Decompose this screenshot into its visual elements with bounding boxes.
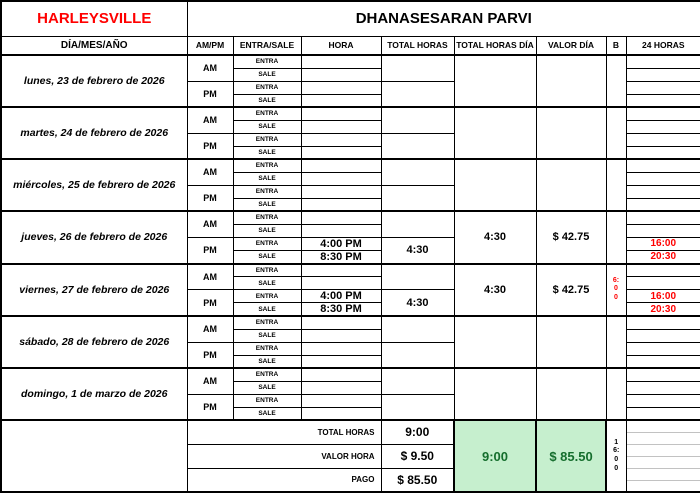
h24-cell: [626, 355, 700, 368]
sale-label: SALE: [233, 381, 301, 394]
sale-label: SALE: [233, 68, 301, 81]
hora-pm-sale-cell: [301, 407, 381, 420]
sale-label: SALE: [233, 172, 301, 185]
summary-total-horas-dia-cell: 9:00: [454, 420, 536, 492]
h24-cell: 20:30: [626, 303, 700, 317]
date-cell: viernes, 27 de febrero de 2026: [1, 264, 187, 317]
date-cell: domingo, 1 de marzo de 2026: [1, 368, 187, 420]
col-header-b: B: [606, 36, 626, 55]
total-horas-pm-cell: [381, 342, 454, 368]
sale-label: SALE: [233, 120, 301, 133]
hora-pm-entra-cell: [301, 81, 381, 94]
date-cell: miércoles, 25 de febrero de 2026: [1, 159, 187, 211]
entra-label: ENTRA: [233, 81, 301, 94]
valor-dia-cell: [536, 107, 606, 159]
b-cell: [606, 211, 626, 264]
total-horas-dia-cell: [454, 159, 536, 211]
date-cell: lunes, 23 de febrero de 2026: [1, 55, 187, 107]
total-horas-dia-cell: 4:30: [454, 264, 536, 317]
hora-am-sale-cell: [301, 381, 381, 394]
entra-label: ENTRA: [233, 159, 301, 172]
am-label: AM: [187, 211, 233, 237]
summary-label-valor-hora: VALOR HORA: [187, 444, 381, 468]
b-cell: [606, 368, 626, 420]
h24-cell: [626, 407, 700, 420]
pm-label: PM: [187, 394, 233, 420]
col-header-24-horas: 24 HORAS: [626, 36, 700, 55]
h24-cell: [626, 172, 700, 185]
h24-cell: [626, 277, 700, 290]
hora-am-entra-cell: [301, 159, 381, 172]
hora-pm-entra-cell: [301, 133, 381, 146]
col-header-total-horas-dia: TOTAL HORAS DÍA: [454, 36, 536, 55]
hora-am-sale-cell: [301, 68, 381, 81]
total-horas-am-cell: [381, 211, 454, 237]
am-label: AM: [187, 368, 233, 394]
total-horas-dia-cell: 4:30: [454, 211, 536, 264]
h24-cell: [626, 316, 700, 329]
h24-cell: [626, 198, 700, 211]
date-cell: sábado, 28 de febrero de 2026: [1, 316, 187, 368]
entra-label: ENTRA: [233, 342, 301, 355]
entra-label: ENTRA: [233, 290, 301, 303]
total-horas-pm-cell: [381, 81, 454, 107]
total-horas-dia-cell: [454, 368, 536, 420]
hora-am-sale-cell: [301, 172, 381, 185]
sale-label: SALE: [233, 198, 301, 211]
col-header-hora: HORA: [301, 36, 381, 55]
valor-dia-cell: [536, 316, 606, 368]
hora-pm-sale-cell: [301, 146, 381, 159]
hora-am-sale-cell: [301, 120, 381, 133]
hora-pm-sale-cell: [301, 198, 381, 211]
hora-pm-sale-cell: 8:30 PM: [301, 303, 381, 317]
h24-cell: 20:30: [626, 250, 700, 264]
pm-label: PM: [187, 185, 233, 211]
entra-label: ENTRA: [233, 237, 301, 250]
hora-pm-sale-cell: [301, 94, 381, 107]
total-horas-pm-cell: 4:30: [381, 290, 454, 317]
total-horas-am-cell: [381, 316, 454, 342]
valor-dia-cell: $ 42.75: [536, 211, 606, 264]
sale-label: SALE: [233, 94, 301, 107]
h24-cell: [626, 342, 700, 355]
total-horas-pm-cell: [381, 133, 454, 159]
summary-b-value: 16:00: [613, 438, 620, 472]
summary-b-cell: [606, 420, 626, 492]
h24-cell: [626, 133, 700, 146]
valor-dia-cell: [536, 55, 606, 107]
sale-label: SALE: [233, 329, 301, 342]
pm-label: PM: [187, 81, 233, 107]
h24-cell: [626, 68, 700, 81]
am-label: AM: [187, 107, 233, 133]
h24-gridlines-area: [626, 420, 700, 492]
hora-pm-entra-cell: [301, 342, 381, 355]
b-cell: [606, 55, 626, 107]
entra-label: ENTRA: [233, 107, 301, 120]
hora-pm-entra-cell: [301, 394, 381, 407]
hora-am-entra-cell: [301, 55, 381, 68]
h24-cell: [626, 394, 700, 407]
h24-cell: [626, 211, 700, 224]
h24-cell: [626, 224, 700, 237]
valor-dia-cell: $ 42.75: [536, 264, 606, 317]
entra-label: ENTRA: [233, 133, 301, 146]
summary-valor-hora-value: $ 9.50: [381, 444, 454, 468]
total-horas-dia-cell: [454, 316, 536, 368]
employee-name: DHANASESARAN PARVI: [187, 1, 700, 36]
valor-dia-cell: [536, 159, 606, 211]
b-cell: [606, 264, 626, 317]
am-label: AM: [187, 55, 233, 81]
summary-label-pago: PAGO: [187, 468, 381, 492]
pm-label: PM: [187, 342, 233, 368]
hora-am-entra-cell: [301, 316, 381, 329]
summary-valor-dia-cell: $ 85.50: [536, 420, 606, 492]
total-horas-pm-cell: [381, 185, 454, 211]
total-horas-pm-cell: [381, 394, 454, 420]
col-header-total-horas: TOTAL HORAS: [381, 36, 454, 55]
am-label: AM: [187, 316, 233, 342]
sale-label: SALE: [233, 355, 301, 368]
entra-label: ENTRA: [233, 264, 301, 277]
date-cell: martes, 24 de febrero de 2026: [1, 107, 187, 159]
col-header-entrasale: ENTRA/SALE: [233, 36, 301, 55]
h24-cell: [626, 159, 700, 172]
hora-am-sale-cell: [301, 224, 381, 237]
hora-am-entra-cell: [301, 264, 381, 277]
total-horas-pm-cell: 4:30: [381, 237, 454, 264]
b-cell: [606, 316, 626, 368]
sale-label: SALE: [233, 224, 301, 237]
h24-cell: [626, 185, 700, 198]
col-header-ampm: AM/PM: [187, 36, 233, 55]
h24-cell: [626, 120, 700, 133]
am-label: AM: [187, 264, 233, 290]
entra-label: ENTRA: [233, 394, 301, 407]
hora-am-sale-cell: [301, 277, 381, 290]
col-header-dia: DÍA/MES/AÑO: [1, 36, 187, 55]
entra-label: ENTRA: [233, 316, 301, 329]
date-cell: jueves, 26 de febrero de 2026: [1, 211, 187, 264]
total-horas-am-cell: [381, 264, 454, 290]
total-horas-am-cell: [381, 107, 454, 133]
h24-cell: [626, 368, 700, 381]
company-title: HARLEYSVILLE: [1, 1, 187, 36]
sale-label: SALE: [233, 277, 301, 290]
pm-label: PM: [187, 237, 233, 264]
h24-cell: 16:00: [626, 237, 700, 250]
hora-am-entra-cell: [301, 368, 381, 381]
h24-cell: [626, 381, 700, 394]
sale-label: SALE: [233, 146, 301, 159]
hora-pm-sale-cell: 8:30 PM: [301, 250, 381, 264]
hora-pm-sale-cell: [301, 355, 381, 368]
pm-label: PM: [187, 133, 233, 159]
hora-am-sale-cell: [301, 329, 381, 342]
total-horas-am-cell: [381, 159, 454, 185]
summary-total-horas-value: 9:00: [381, 420, 454, 444]
sale-label: SALE: [233, 303, 301, 317]
h24-cell: [626, 264, 700, 277]
hora-pm-entra-cell: 4:00 PM: [301, 237, 381, 250]
summary-label-total-horas: TOTAL HORAS: [187, 420, 381, 444]
total-horas-dia-cell: [454, 55, 536, 107]
entra-label: ENTRA: [233, 185, 301, 198]
total-horas-am-cell: [381, 368, 454, 394]
empty-area: [1, 420, 187, 492]
h24-cell: 16:00: [626, 290, 700, 303]
total-horas-am-cell: [381, 55, 454, 81]
valor-dia-cell: [536, 368, 606, 420]
b-value: 6:00: [612, 276, 620, 302]
sale-label: SALE: [233, 407, 301, 420]
entra-label: ENTRA: [233, 368, 301, 381]
h24-cell: [626, 81, 700, 94]
h24-cell: [626, 94, 700, 107]
summary-pago-value: $ 85.50: [381, 468, 454, 492]
col-header-valor-dia: VALOR DÍA: [536, 36, 606, 55]
pm-label: PM: [187, 290, 233, 317]
total-horas-dia-cell: [454, 107, 536, 159]
sale-label: SALE: [233, 250, 301, 264]
h24-cell: [626, 329, 700, 342]
h24-cell: [626, 107, 700, 120]
hora-pm-entra-cell: 4:00 PM: [301, 290, 381, 303]
hora-am-entra-cell: [301, 211, 381, 224]
b-cell: [606, 107, 626, 159]
entra-label: ENTRA: [233, 211, 301, 224]
h24-cell: [626, 146, 700, 159]
b-cell: [606, 159, 626, 211]
hora-pm-entra-cell: [301, 185, 381, 198]
hora-am-entra-cell: [301, 107, 381, 120]
entra-label: ENTRA: [233, 55, 301, 68]
am-label: AM: [187, 159, 233, 185]
h24-cell: [626, 55, 700, 68]
